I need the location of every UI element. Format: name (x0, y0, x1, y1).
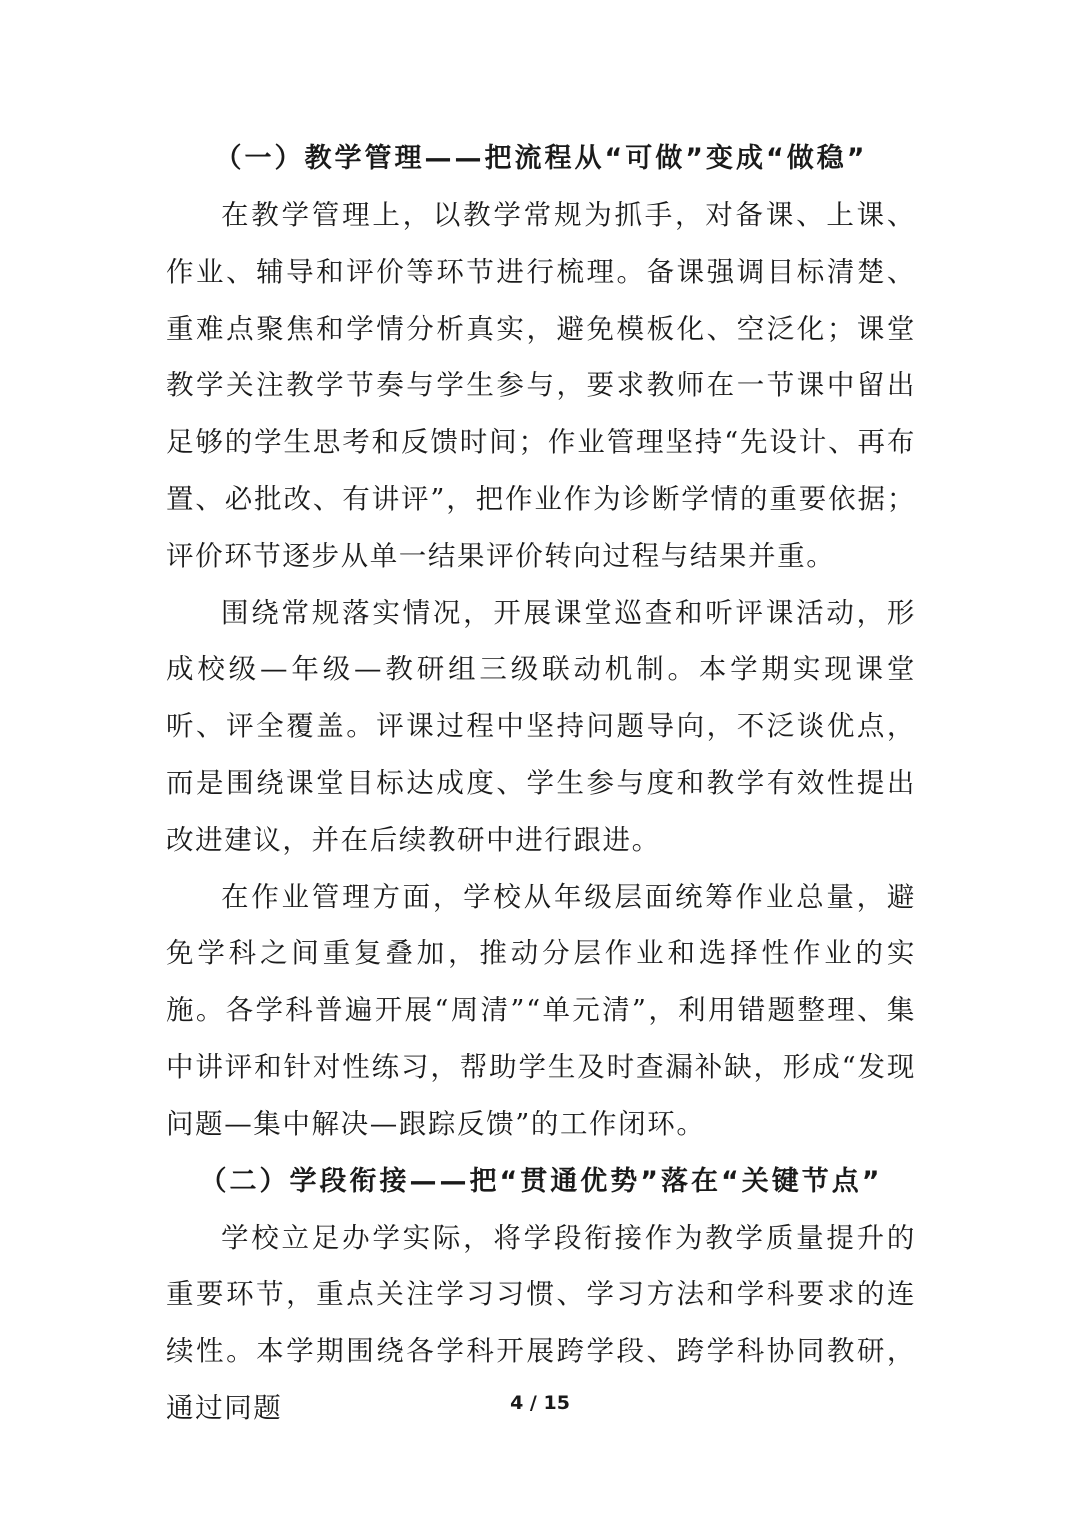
section-2-heading: （二）学段衔接——把“贯通优势”落在“关键节点” (199, 1165, 883, 1197)
page-number: 4 / 15 (510, 1392, 570, 1414)
section-1-paragraph-2: 围绕常规落实情况，开展课堂巡查和听评课活动，形成校级—年级—教研组三级联动机制。本学期实现课堂听、评全覆盖。评课过程中坚持问题导向，不泛谈优点，而是围绕课堂目标达成度、学生参与度和教学有效性提出改进建议，并在后续教研中进行跟进。 (166, 596, 916, 856)
section-2-paragraph-1: 学校立足办学实际，将学段衔接作为教学质量提升的重要环节，重点关注学习习惯、学习方法和学科要求的连续性。本学期围绕各学科开展跨学段、跨学科协同教研，通过同题 (166, 1221, 916, 1424)
section-1-paragraph-3: 在作业管理方面，学校从年级层面统筹作业总量，避免学科之间重复叠加，推动分层作业和选择性作业的实施。各学科普遍开展“周清”“单元清”，利用错题整理、集中讲评和针对性练习，帮助学生及时查漏补缺，形成“发现问题—集中解决—跟踪反馈”的工作闭环。 (166, 880, 916, 1140)
section-1-heading: （一）教学管理——把流程从“可做”变成“做稳” (214, 143, 868, 174)
section-1-paragraph-1: 在教学管理上，以教学常规为抓手，对备课、上课、作业、辅导和评价等环节进行梳理。备课强调目标清楚、重难点聚焦和学情分析真实，避免模板化、空泛化；课堂教学关注教学节奏与学生参与，要求教师在一节课中留出足够的学生思考和反馈时间；作业管理坚持“先设计、再布置、必批改、有讲评”，把作业作为诊断学情的重要依据；评价环节逐步从单一结果评价转向过程与结果并重。 (166, 199, 916, 572)
page-content (166, 130, 916, 1437)
